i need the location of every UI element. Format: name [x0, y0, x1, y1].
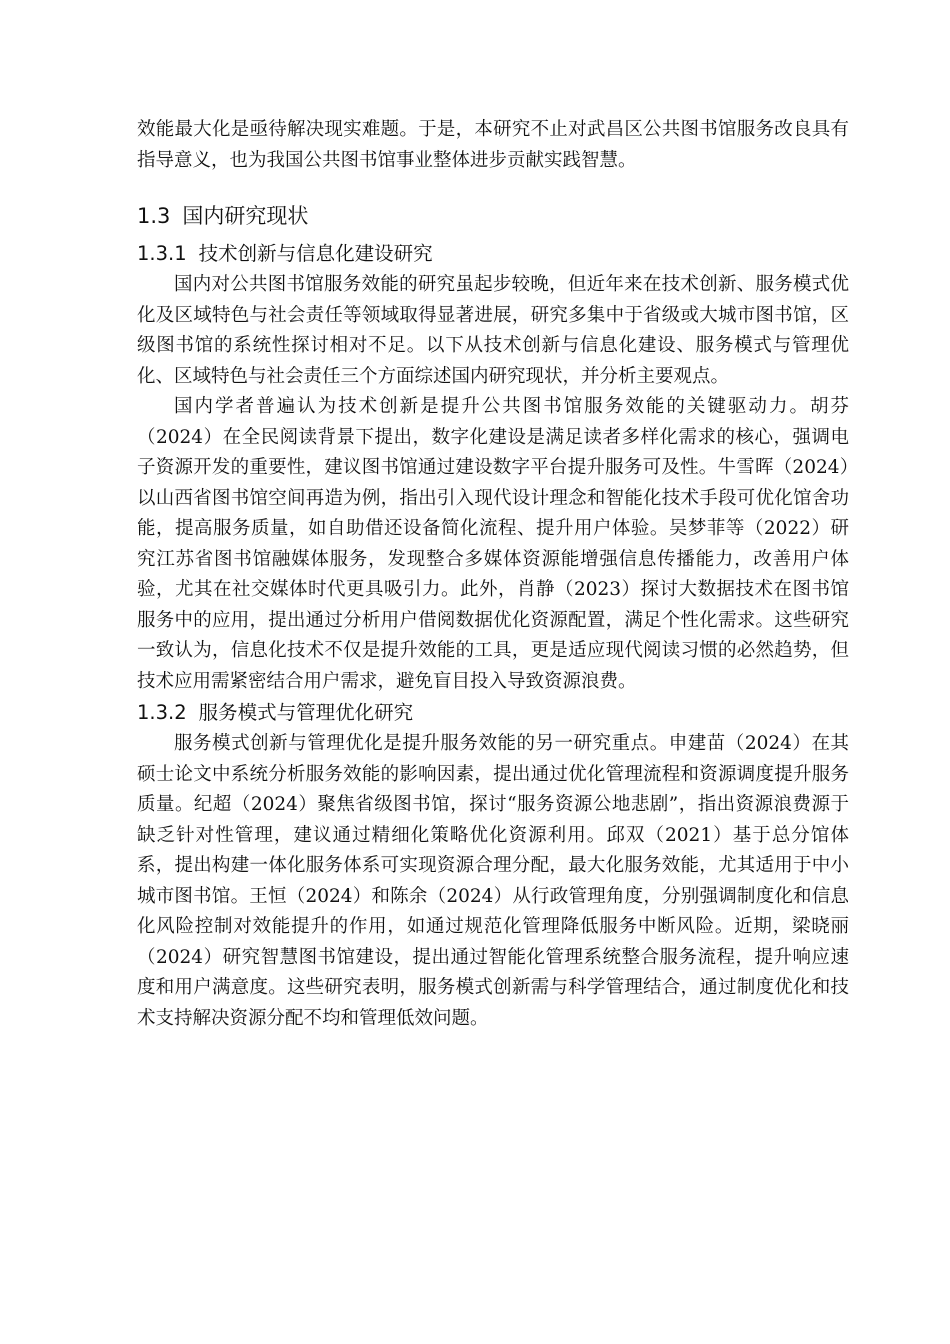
paragraph: 服务模式创新与管理优化是提升服务效能的另一研究重点。申建苗（2024）在其硕士论文中系统分析服务效能的影响因素，提出通过优化管理流程和资源调度提升服务质量。纪超（2024）聚焦省级图书馆，探讨“服务资源公地悲剧”，指出资源浪费源于缺乏针对性管理，建议通过精细化策略优化资源利用。邱双（2021）基于总分馆体系，提出构建一体化服务体系可实现资源合理分配，最大化服务效能，尤其适用于中小城市图书馆。王恒（2024）和陈余（2024）从行政管理角度，分别强调制度化和信息化风险控制对效能提升的作用，如通过规范化管理降低服务中断风险。近期，梁晓丽（2024）研究智慧图书馆建设，提出通过智能化管理系统整合服务流程，提升响应速度和用户满意度。这些研究表明，服务模式创新需与科学管理结合，通过制度优化和技术支持解决资源分配不均和管理低效问题。 — [137, 733, 849, 1029]
paragraph: 国内对公共图书馆服务效能的研究虽起步较晚，但近年来在技术创新、服务模式优化及区域特色与社会责任等领域取得显著进展，研究多集中于省级或大城市图书馆，区级图书馆的系统性探讨相对不足。以下从技术创新与信息化建设、服务模式与管理优化、区域特色与社会责任三个方面综述国内研究现状，并分析主要观点。 — [137, 274, 849, 387]
section-title: 国内研究现状 — [182, 204, 309, 228]
subsection-heading-1 — [137, 240, 849, 268]
page-content — [137, 115, 849, 1034]
subsection-heading-2 — [137, 699, 849, 727]
paragraph: 国内学者普遍认为技术创新是提升公共图书馆服务效能的关键驱动力。胡芬（2024）在全民阅读背景下提出，数字化建设是满足读者多样化需求的核心，强调电子资源开发的重要性，建议图书馆通过建设数字平台提升服务可及性。牛雪晖（2024）以山西省图书馆空间再造为例，指出引入现代设计理念和智能化技术手段可优化馆舍功能，提高服务质量，如自助借还设备简化流程、提升用户体验。吴梦菲等（2022）研究江苏省图书馆融媒体服务，发现整合多媒体资源能增强信息传播能力，改善用户体验，尤其在社交媒体时代更具吸引力。此外，肖静（2023）探讨大数据技术在图书馆服务中的应用，提出通过分析用户借阅数据优化资源配置，满足个性化需求。这些研究一致认为，信息化技术不仅是提升效能的工具，更是适应现代阅读习惯的必然趋势，但技术应用需紧密结合用户需求，避免盲目投入导致资源浪费。 — [137, 396, 849, 692]
subsection-number-2: 1.3.2 — [137, 701, 187, 724]
intro-paragraph: 效能最大化是亟待解决现实难题。于是，本研究不止对武昌区公共图书馆服务改良具有指导意义，也为我国公共图书馆事业整体进步贡献实践智慧。 — [137, 119, 849, 171]
section-number: 1.3 — [137, 204, 171, 228]
section-heading — [137, 202, 849, 230]
subsection-title-1: 技术创新与信息化建设研究 — [198, 242, 433, 265]
subsection-title-2: 服务模式与管理优化研究 — [198, 701, 414, 724]
subsection-number-1: 1.3.1 — [137, 242, 187, 265]
